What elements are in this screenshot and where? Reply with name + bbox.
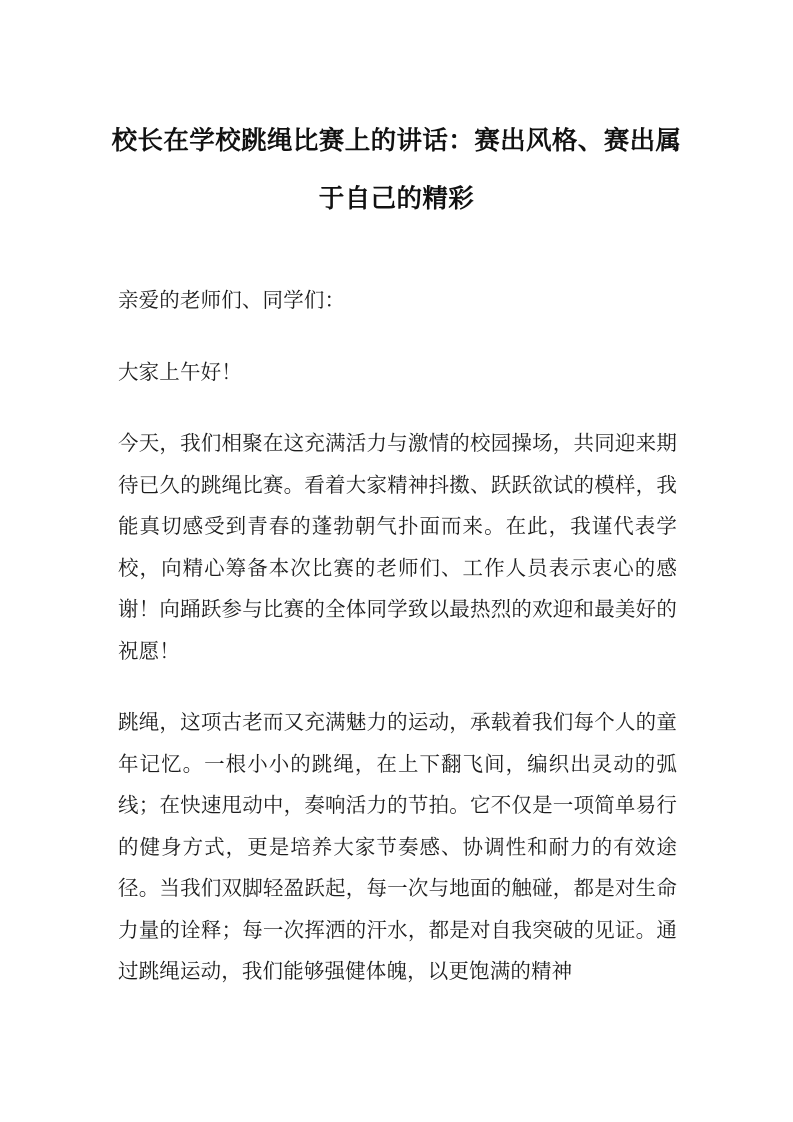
document-title-line-2: 赛出属于自己的精彩 <box>318 126 682 214</box>
document-title-line-1: 校长在学校跳绳比赛上的讲话：赛出风格、 <box>111 126 604 156</box>
body-paragraph-2: 跳绳，这项古老而又充满魅力的运动，承载着我们每个人的童年记忆。一根小小的跳绳，在上下翻飞间，编织出灵动的弧线；在快速甩动中，奏响活力的节拍。它不仅是一项简单易行的健身方式，更是培养大家节奏感、协调性和耐力的有效途径。当我们双脚轻盈跃起，每一次与地面的触碰，都是对生命力量的诠释；每一次挥洒的汗水，都是对自我突破的见证。通过跳绳运动，我们能够强健体魄，以更饱满的精神 <box>118 710 677 983</box>
document-title <box>110 112 683 228</box>
document-body <box>118 280 677 993</box>
body-paragraph-1: 今天，我们相聚在这充满活力与激情的校园操场，共同迎来期待已久的跳绳比赛。看着大家精神抖擞、跃跃欲试的模样，我能真切感受到青春的蓬勃朝气扑面而来。在此，我谨代表学校，向精心筹备本次比赛的老师们、工作人员表示衷心的感谢！向踊跃参与比赛的全体同学致以最热烈的欢迎和最美好的祝愿！ <box>118 431 677 663</box>
salutation-paragraph: 亲爱的老师们、同学们： <box>118 288 346 312</box>
greeting-paragraph: 大家上午好！ <box>118 359 242 384</box>
